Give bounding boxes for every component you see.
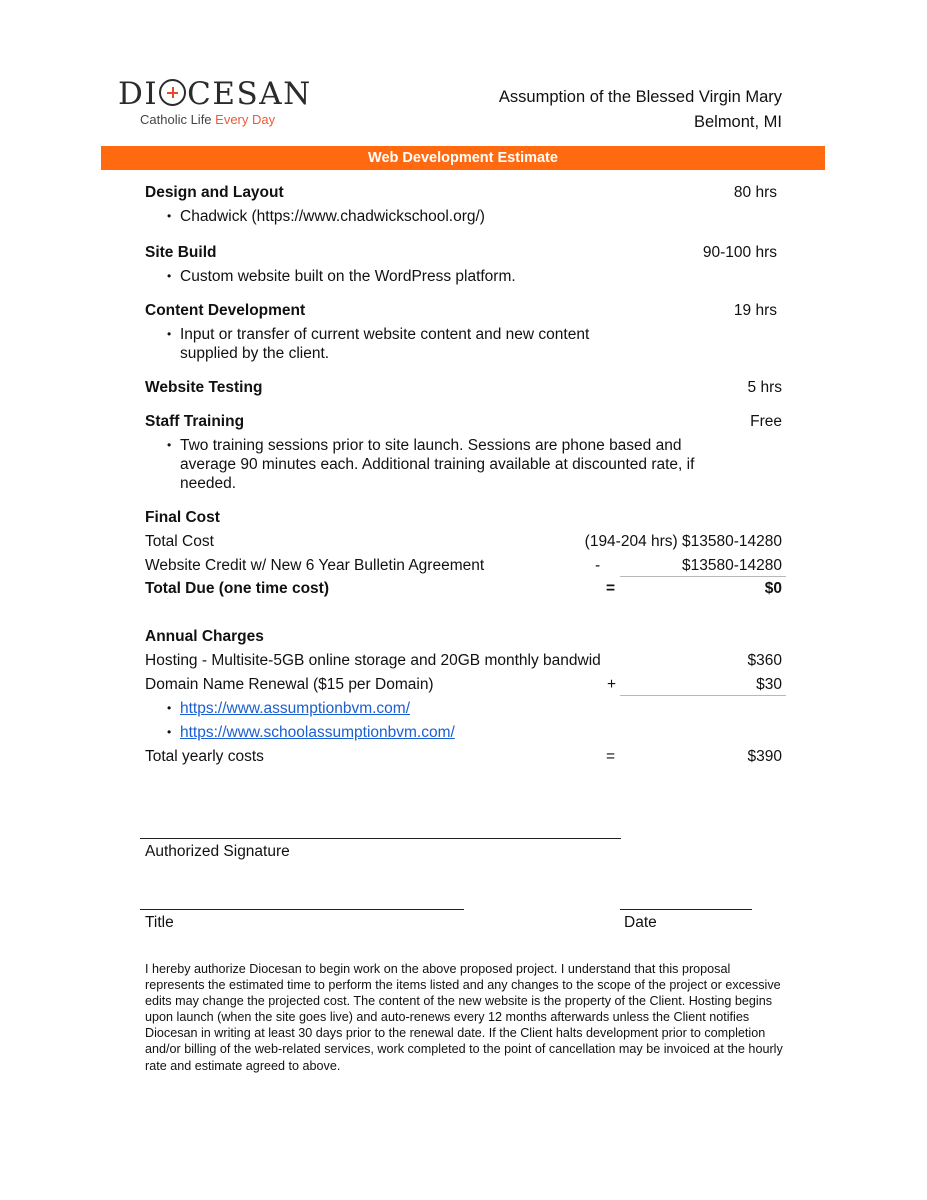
tagline-plain: Catholic Life	[140, 112, 216, 127]
line-item-hours: 90-100 hrs	[702, 244, 777, 261]
row-value: $30	[756, 676, 782, 693]
domain-renewal-row	[145, 675, 782, 695]
line-item-title: Content Development	[145, 302, 306, 319]
line-item-hours: Free	[750, 413, 782, 430]
logo-tagline	[140, 112, 275, 127]
line-item-hours: 5 hrs	[747, 379, 782, 396]
logo-text-end: CESAN	[187, 76, 312, 112]
line-item-staff-training	[145, 412, 782, 432]
line-item-hours: 19 hrs	[733, 302, 777, 319]
row-value: $0	[764, 580, 782, 597]
line-item-bullet: • Chadwick (https://www.chadwickschool.org/)	[167, 207, 485, 226]
final-cost-heading: Final Cost	[145, 509, 220, 526]
row-label: Total Cost	[145, 533, 214, 550]
row-label: Hosting - Multisite-5GB online storage and 20GB monthly bandwid	[145, 652, 601, 669]
plus-operator: +	[607, 676, 617, 693]
domain-list-item	[167, 723, 455, 742]
minus-operator: -	[595, 557, 601, 574]
row-label: Total Due (one time cost)	[145, 580, 330, 597]
diocesan-logo	[118, 76, 312, 112]
website-credit-row	[145, 556, 782, 576]
line-item-bullet: • Custom website built on the WordPress platform.	[167, 267, 516, 286]
equals-operator: =	[606, 748, 616, 765]
client-info	[499, 85, 782, 135]
row-label: Domain Name Renewal ($15 per Domain)	[145, 676, 434, 693]
row-value: $13580-14280	[682, 557, 782, 574]
tagline-accent: Every Day	[215, 112, 276, 127]
title-label: Title	[145, 914, 174, 931]
domain-link[interactable]: • https://www.schoolassumptionbvm.com/	[180, 724, 455, 741]
line-item-content-development	[145, 301, 782, 321]
row-label: Total yearly costs	[145, 748, 264, 765]
row-label: Website Credit w/ New 6 Year Bulletin Agreement	[145, 557, 485, 574]
hosting-row	[145, 651, 782, 671]
authorization-terms: I hereby authorize Diocesan to begin work on the above proposed project. I understand that this proposal represents the estimated time to perform the items listed and any changes to the scope of the project or excessive edits may change the projected cost. The content of the new website is the property of the Client. Hosting begins upon launch (when the site goes live) and auto-renews every 12 months afterwards unless the Client notifies Diocesan in writing at least 30 days prior to the renewal date. If the Client halts development prior to completion and/or billing of the web-related services, work completed to the point of cancellation may be invoiced at the hourly rate and estimate agreed to above.	[145, 962, 783, 1073]
line-item-website-testing	[145, 378, 782, 398]
title-line[interactable]	[140, 909, 464, 910]
annual-charges-heading: Annual Charges	[145, 628, 264, 645]
line-item-title: Website Testing	[145, 379, 263, 396]
line-item-bullet: • Input or transfer of current website content and new content supplied by the client.	[167, 325, 617, 363]
equals-operator: =	[606, 580, 616, 597]
row-value: $360	[747, 652, 782, 669]
client-location: Belmont, MI	[693, 113, 782, 131]
total-cost-row	[145, 532, 782, 552]
signature-line[interactable]	[140, 838, 621, 839]
line-item-site-build	[145, 243, 782, 263]
total-yearly-row	[145, 747, 782, 767]
logo-text-start: DI	[118, 76, 159, 112]
line-item-title: Site Build	[145, 244, 217, 261]
cross-circle-icon	[159, 79, 186, 106]
line-item-title: Design and Layout	[145, 184, 284, 201]
row-value: $390	[747, 748, 782, 765]
row-value: (194-204 hrs) $13580-14280	[584, 533, 782, 550]
estimate-banner: Web Development Estimate	[101, 146, 825, 170]
date-label: Date	[624, 914, 657, 931]
date-line[interactable]	[620, 909, 752, 910]
annual-subtotal-divider	[620, 695, 786, 696]
line-item-bullet: • Two training sessions prior to site launch. Sessions are phone based and average 90 minutes each. Additional training available at discounted rate, if needed.	[167, 436, 737, 493]
domain-list-item	[167, 699, 410, 718]
line-item-hours: 80 hrs	[733, 184, 777, 201]
domain-link[interactable]: • https://www.assumptionbvm.com/	[180, 700, 410, 717]
authorized-signature-label: Authorized Signature	[145, 843, 290, 860]
line-item-design	[145, 183, 782, 203]
total-due-row	[145, 579, 782, 599]
client-name: Assumption of the Blessed Virgin Mary	[498, 88, 782, 106]
subtotal-divider	[620, 576, 786, 577]
line-item-title: Staff Training	[145, 413, 245, 430]
